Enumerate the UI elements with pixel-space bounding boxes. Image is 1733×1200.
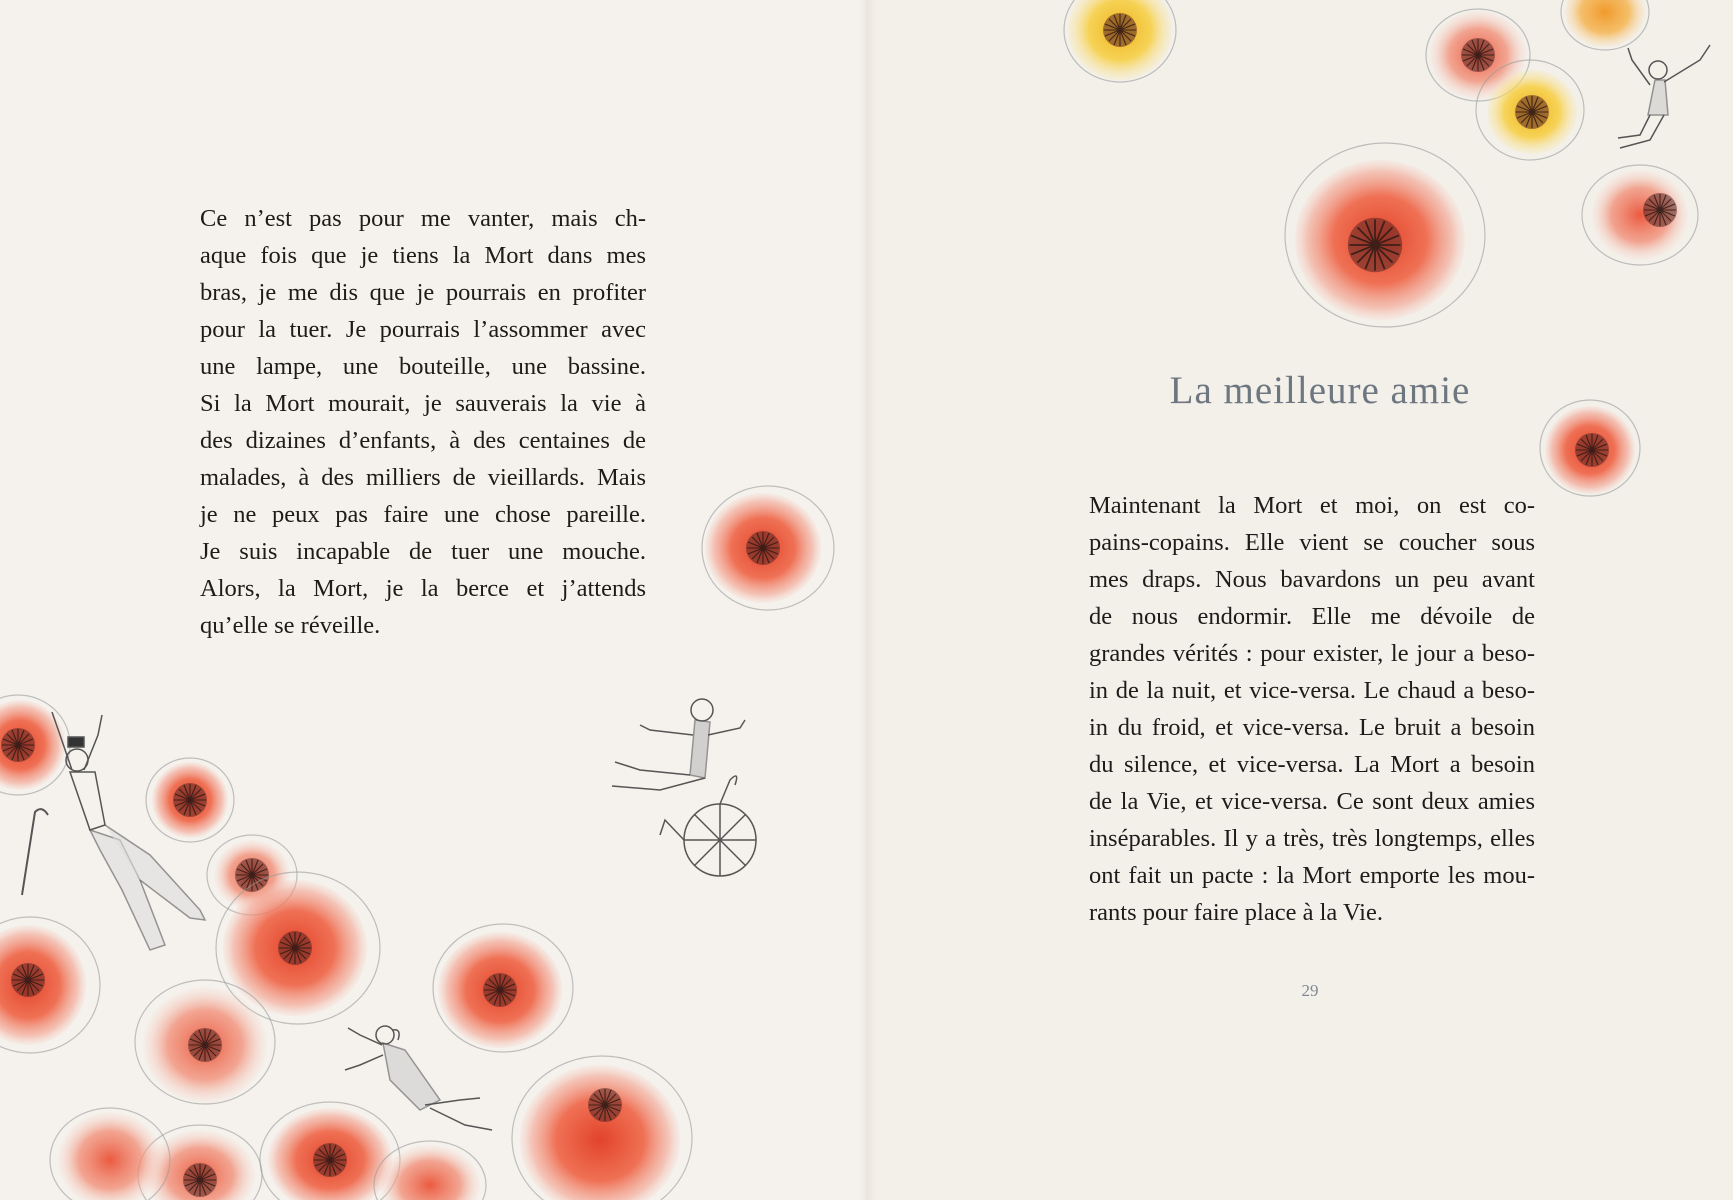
paragraph-line: grandes vérités : pour exister, le jour a beso-	[1089, 640, 1535, 667]
paragraph-line: Maintenant la Mort et moi, on est co-	[1089, 492, 1535, 519]
paragraph-line: de nous endormir. Elle me dévoile de	[1089, 603, 1535, 630]
paragraph-line: une lampe, une bouteille, une bassine.	[200, 353, 646, 380]
paragraph-line: Si la Mort mourait, je sauverais la vie à	[200, 390, 646, 417]
paragraph-line: aque fois que je tiens la Mort dans mes	[200, 242, 646, 269]
chapter-title: La meilleure amie	[1169, 369, 1471, 412]
paragraph-line: in de la nuit, et vice-versa. Le chaud a beso-	[1089, 677, 1535, 704]
yellow-flower-icon	[1561, 0, 1649, 50]
red-poppy-icon	[1285, 143, 1485, 327]
paragraph-line: pains-copains. Elle vient se coucher sous	[1089, 529, 1535, 556]
red-poppy-icon	[512, 1056, 692, 1200]
bicycle-icon	[612, 699, 756, 876]
yellow-flower-icon	[1476, 60, 1584, 160]
paragraph-line: Alors, la Mort, je la berce et j’attends	[200, 575, 646, 602]
red-poppy-icon	[260, 1102, 400, 1200]
left-page-paragraph	[200, 200, 646, 644]
cane-icon	[22, 809, 48, 895]
red-poppy-icon	[146, 758, 234, 842]
right-page-paragraph	[1089, 487, 1535, 931]
red-poppy-icon	[1540, 400, 1640, 496]
paragraph-line: Je suis incapable de tuer une mouche.	[200, 538, 646, 565]
page-number: 29	[1301, 981, 1319, 1000]
red-poppy-icon	[0, 917, 100, 1053]
paragraph-line: qu’elle se réveille.	[200, 612, 381, 639]
paragraph-line: de la Vie, et vice-versa. Ce sont deux amies	[1089, 788, 1535, 815]
paragraph-line: mes draps. Nous bavardons un peu avant	[1089, 566, 1535, 593]
paragraph-line: rants pour faire place à la Vie.	[1089, 899, 1383, 926]
paragraph-line: ont fait un pacte : la Mort emporte les mou-	[1089, 862, 1535, 889]
paragraph-line: je ne peux pas faire une chose pareille.	[200, 501, 646, 528]
paragraph-line: inséparables. Il y a très, très longtemps, elles	[1089, 825, 1535, 852]
red-poppy-icon	[50, 1108, 170, 1200]
red-poppy-icon	[0, 695, 70, 795]
paragraph-line: des dizaines d’enfants, à des centaines de	[200, 427, 646, 454]
yellow-flower-icon	[1064, 0, 1176, 82]
paragraph-line: du silence, et vice-versa. La Mort a besoin	[1089, 751, 1535, 778]
paragraph-line: bras, je me dis que je pourrais en profiter	[200, 279, 646, 306]
red-poppy-icon	[1582, 165, 1698, 265]
red-poppy-icon	[702, 486, 834, 610]
red-poppy-icon	[433, 924, 573, 1052]
floating-figure-icon	[1618, 45, 1710, 148]
paragraph-line: malades, à des milliers de vieillards. Mais	[200, 464, 646, 491]
floating-figure-icon	[345, 1026, 492, 1130]
paragraph-line: Ce n’est pas pour me vanter, mais ch-	[200, 205, 646, 232]
paragraph-line: pour la tuer. Je pourrais l’assommer avec	[200, 316, 646, 343]
paragraph-line: in du froid, et vice-versa. Le bruit a besoin	[1089, 714, 1535, 741]
